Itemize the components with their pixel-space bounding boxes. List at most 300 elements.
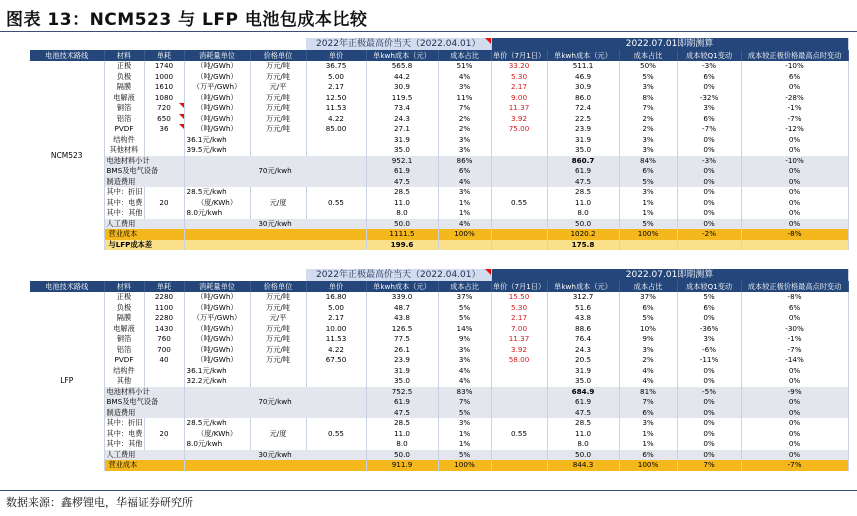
table-cell [491, 208, 547, 219]
table-cell: -1% [741, 334, 848, 345]
table-cell: 1% [619, 198, 677, 209]
table-cell: 11.0 [366, 429, 438, 440]
table-cell: 其他材料 [104, 145, 144, 156]
table-cell: 565.8 [366, 61, 438, 72]
row-note [184, 229, 366, 240]
table-cell: 0% [677, 418, 741, 429]
table-cell: 77.5 [366, 334, 438, 345]
table-cell: 电解液 [104, 324, 144, 335]
table-cell: 2% [619, 114, 677, 125]
table-cell: 3% [619, 187, 677, 198]
table-cell [250, 208, 306, 219]
table-cell: 339.0 [366, 292, 438, 303]
table-cell: 312.7 [547, 292, 619, 303]
table-cell: 4.22 [306, 114, 366, 125]
table-cell: -28% [741, 93, 848, 104]
table-cell: （吨/GWh） [184, 345, 250, 356]
table-cell: 4% [438, 376, 491, 387]
table-cell [306, 208, 366, 219]
table-cell: 2% [438, 114, 491, 125]
table-row [30, 135, 848, 146]
row-note [184, 408, 366, 419]
table-cell: 6% [677, 72, 741, 83]
table-cell: -7% [741, 114, 848, 125]
table-cell: -30% [741, 324, 848, 335]
header-blank [30, 269, 306, 281]
table-cell: 83% [438, 387, 491, 398]
table-cell: 3% [619, 82, 677, 93]
table-cell: 铝箔 [104, 114, 144, 125]
table-cell: 9.00 [491, 93, 547, 104]
period-header-jul: 2022.07.01即期测算 [491, 269, 848, 281]
table-cell: 5% [619, 313, 677, 324]
table-cell: 8% [619, 93, 677, 104]
column-header: 材料 [104, 50, 144, 61]
table-cell: 2% [438, 124, 491, 135]
table-cell: 40 [144, 355, 184, 366]
period-header-row [30, 38, 848, 50]
route-label: LFP [30, 292, 104, 471]
table-row [30, 114, 848, 125]
table-cell: 万元/吨 [250, 303, 306, 314]
table-cell [144, 418, 184, 429]
table-cell: 元/度 [250, 429, 306, 440]
table-cell: （吨/GWh） [184, 124, 250, 135]
table-cell: 24.3 [366, 114, 438, 125]
table-cell: 7% [619, 103, 677, 114]
table-cell: 760 [144, 334, 184, 345]
table-cell: 33.20 [491, 61, 547, 72]
table-cell: 88.6 [547, 324, 619, 335]
column-header: 电池技术路线 [30, 50, 104, 61]
table-cell: 14% [438, 324, 491, 335]
table-cell: 11.0 [547, 198, 619, 209]
table-cell: 其中：折旧 [104, 418, 144, 429]
row-note [184, 156, 366, 167]
table-cell: 720 [144, 103, 184, 114]
column-header: 单价 [306, 50, 366, 61]
table-cell [144, 366, 184, 377]
period-header-jul: 2022.07.01即期测算 [491, 38, 848, 50]
table-cell: 28.5元/kwh [184, 187, 250, 198]
table-cell: 35.0 [547, 145, 619, 156]
table-cell: 10.00 [306, 324, 366, 335]
table-cell: 50.0 [547, 450, 619, 461]
column-header: 成本占比 [438, 50, 491, 61]
table-cell: 61.9 [547, 397, 619, 408]
table-row [30, 61, 848, 72]
table-cell: -1% [741, 103, 848, 114]
table-cell: -7% [741, 345, 848, 356]
table-cell [250, 366, 306, 377]
table-cell: 5.30 [491, 72, 547, 83]
table-cell: 万元/吨 [250, 292, 306, 303]
table-cell: 36.75 [306, 61, 366, 72]
table-cell [306, 439, 366, 450]
table-cell: 28.5 [366, 418, 438, 429]
table-cell [491, 408, 547, 419]
table-cell [491, 439, 547, 450]
table-cell: （万平/GWh） [184, 313, 250, 324]
table-cell: 43.8 [366, 313, 438, 324]
column-header: 单价（7月1日） [492, 50, 546, 60]
table-cell: 0% [677, 135, 741, 146]
table-cell: 8.0元/kwh [184, 208, 250, 219]
route-label: NCM523 [30, 61, 104, 250]
row-note [184, 460, 366, 471]
table-cell: 12.50 [306, 93, 366, 104]
table-cell: 4.22 [306, 345, 366, 356]
row-note [184, 240, 366, 251]
table-cell: 61.9 [547, 166, 619, 177]
table-cell: 4% [438, 366, 491, 377]
table-cell: 10% [619, 324, 677, 335]
table-cell: -12% [741, 124, 848, 135]
table-cell: 11.53 [306, 103, 366, 114]
table-cell: 23.9 [366, 355, 438, 366]
table-cell: （吨/GWh） [184, 324, 250, 335]
column-header: 成本占比 [619, 50, 677, 61]
table-cell: 1% [619, 439, 677, 450]
table-cell: 万元/吨 [250, 103, 306, 114]
table-cell: 0.55 [306, 429, 366, 440]
table-row [30, 103, 848, 114]
row-label: BMS及电气设备 [104, 166, 184, 177]
table-cell: 元/度 [250, 198, 306, 209]
table-row [30, 429, 848, 440]
table-cell: 11.0 [366, 198, 438, 209]
subtotal-row [30, 166, 848, 177]
table-cell [741, 240, 848, 251]
table-cell [144, 145, 184, 156]
table-cell: （吨/GWh） [184, 114, 250, 125]
table-cell: 万元/吨 [250, 61, 306, 72]
table-cell: 2.17 [491, 313, 547, 324]
column-header: 成本较Q1变动 [677, 50, 741, 61]
table-cell: 1020.2 [547, 229, 619, 240]
table-cell: 67.50 [306, 355, 366, 366]
period-header-row [30, 269, 848, 281]
table-cell: 0% [741, 376, 848, 387]
table-cell: 元/平 [250, 82, 306, 93]
table-cell: 4% [438, 72, 491, 83]
table-cell: 30.9 [366, 82, 438, 93]
table-cell: 铜箔 [104, 334, 144, 345]
table-cell: 3% [438, 135, 491, 146]
table-cell: -5% [677, 387, 741, 398]
table-cell: （吨/GWh） [184, 303, 250, 314]
row-label: BMS及电气设备 [104, 397, 184, 408]
table-row [30, 198, 848, 209]
table-cell: 31.9 [366, 366, 438, 377]
table-cell: 61.9 [366, 397, 438, 408]
subtotal-row [30, 450, 848, 461]
row-label: 制造费用 [104, 408, 184, 419]
table-cell: 911.9 [366, 460, 438, 471]
table-cell: 844.3 [547, 460, 619, 471]
table-cell: 3% [619, 145, 677, 156]
table-cell [491, 366, 547, 377]
table-cell: 0% [741, 418, 848, 429]
table-cell: 0% [741, 145, 848, 156]
period-header-q1: 2022年正极最高价当天（2022.04.01） [306, 269, 491, 281]
table-cell: 5.00 [306, 303, 366, 314]
table-row [30, 303, 848, 314]
column-header: 消耗量单位 [184, 281, 250, 292]
table-cell: 11.0 [547, 429, 619, 440]
table-cell: 47.5 [547, 177, 619, 188]
table-cell: （吨/GWh） [184, 61, 250, 72]
table-cell: 75.00 [491, 124, 547, 135]
table-cell: -3% [677, 61, 741, 72]
table-cell: 结构件 [104, 366, 144, 377]
table-cell: 4% [619, 366, 677, 377]
table-cell: 175.8 [547, 240, 619, 251]
table-cell: 6% [741, 72, 848, 83]
table-cell: 28.5 [366, 187, 438, 198]
table-cell: 37% [438, 292, 491, 303]
table-cell: 28.5元/kwh [184, 418, 250, 429]
table-cell: 3% [438, 145, 491, 156]
table-cell: 47.5 [366, 177, 438, 188]
table-cell: 0.55 [306, 198, 366, 209]
row-label: 电池材料小计 [104, 156, 184, 167]
figure-title: 图表 13：NCM523 与 LFP 电池包成本比较 [6, 10, 368, 30]
table-cell: 0% [741, 177, 848, 188]
column-header: 单价 [306, 281, 366, 292]
total-row [30, 229, 848, 240]
table-cell: 100% [619, 460, 677, 471]
table-cell [250, 376, 306, 387]
table-cell: 5% [438, 313, 491, 324]
table-cell: 0% [741, 408, 848, 419]
table-cell: 26.1 [366, 345, 438, 356]
table-cell: 1430 [144, 324, 184, 335]
table-cell: -2% [677, 229, 741, 240]
table-cell [491, 166, 547, 177]
table-cell: 6% [438, 166, 491, 177]
table-cell: 36.1元/kwh [184, 135, 250, 146]
table-cell: 5% [619, 177, 677, 188]
table-cell: 其他 [104, 376, 144, 387]
table-cell: 负极 [104, 303, 144, 314]
table-cell [491, 397, 547, 408]
table-cell: 其中：电费 [104, 198, 144, 209]
table-cell: 0% [741, 198, 848, 209]
table-cell: 22.5 [547, 114, 619, 125]
table-cell: 0% [741, 439, 848, 450]
table-cell: -32% [677, 93, 741, 104]
table-cell: -8% [741, 229, 848, 240]
column-header: 材料 [104, 281, 144, 292]
table-cell: 6% [677, 114, 741, 125]
table-cell: 86.0 [547, 93, 619, 104]
table-cell: 39.5元/kwh [184, 145, 250, 156]
table-cell: 6% [619, 408, 677, 419]
table-cell: 27.1 [366, 124, 438, 135]
table-cell: 3% [438, 187, 491, 198]
table-cell: 万元/吨 [250, 124, 306, 135]
table-cell [306, 418, 366, 429]
table-row [30, 376, 848, 387]
table-cell: 7.00 [491, 324, 547, 335]
table-cell: 5% [619, 219, 677, 230]
table-cell: 0% [741, 208, 848, 219]
table-cell [491, 156, 547, 167]
table-cell: -7% [741, 460, 848, 471]
table-cell: 万元/吨 [250, 334, 306, 345]
table-cell: 85.00 [306, 124, 366, 135]
table-cell: 3% [438, 418, 491, 429]
table-cell: -14% [741, 355, 848, 366]
table-cell: 6% [619, 166, 677, 177]
table-cell [677, 240, 741, 251]
table-cell: -6% [677, 345, 741, 356]
table-cell [250, 418, 306, 429]
table-cell: 0% [677, 397, 741, 408]
table-row [30, 324, 848, 335]
table-cell: 0% [677, 145, 741, 156]
table-cell: 5% [619, 72, 677, 83]
table-cell: 0% [741, 397, 848, 408]
table-cell: （吨/GWh） [184, 72, 250, 83]
table-cell: 860.7 [547, 156, 619, 167]
table-row [30, 439, 848, 450]
table-row [30, 82, 848, 93]
table-cell: 5% [438, 408, 491, 419]
ncm523-cost-table [30, 38, 849, 250]
row-label: 电池材料小计 [104, 387, 184, 398]
table-cell: 76.4 [547, 334, 619, 345]
table-cell: 4% [619, 376, 677, 387]
subtotal-row [30, 156, 848, 167]
table-cell [491, 387, 547, 398]
column-header: 电池技术路线 [30, 281, 104, 292]
table-cell: 其中：其他 [104, 208, 144, 219]
table-cell: 4% [438, 219, 491, 230]
table-cell: 8.0 [547, 208, 619, 219]
table-row [30, 93, 848, 104]
table-cell [250, 145, 306, 156]
table-cell: 1100 [144, 303, 184, 314]
table-row [30, 124, 848, 135]
table-cell: 50.0 [547, 219, 619, 230]
total-row [30, 460, 848, 471]
table-cell: 35.0 [547, 376, 619, 387]
table-cell: 3.92 [491, 114, 547, 125]
table-cell: 隔膜 [104, 82, 144, 93]
table-cell: 11.37 [491, 103, 547, 114]
table-cell: 50% [619, 61, 677, 72]
table-cell: 3% [438, 345, 491, 356]
table-row [30, 292, 848, 303]
table-cell: 万元/吨 [250, 93, 306, 104]
table-cell: （度/KWh） [184, 198, 250, 209]
table-cell: （吨/GWh） [184, 292, 250, 303]
table-cell: 0% [741, 429, 848, 440]
table-cell [144, 187, 184, 198]
table-cell: 100% [619, 229, 677, 240]
table-cell: 7% [438, 397, 491, 408]
table-cell [491, 450, 547, 461]
row-label: 营业成本 [104, 460, 184, 471]
column-header: 单耗 [144, 50, 184, 61]
table-cell: 11% [438, 93, 491, 104]
table-cell: 3% [619, 345, 677, 356]
row-note: 70元/kwh [184, 166, 366, 177]
table-cell: 万元/吨 [250, 345, 306, 356]
table-cell: 其中：其他 [104, 439, 144, 450]
table-cell: 0% [677, 408, 741, 419]
table-cell: 2.17 [306, 82, 366, 93]
table-cell: 1% [438, 439, 491, 450]
table-cell: 700 [144, 345, 184, 356]
table-cell: 隔膜 [104, 313, 144, 324]
table-cell [250, 135, 306, 146]
row-label: 与LFP成本差 [104, 240, 184, 251]
table-cell: 2280 [144, 313, 184, 324]
table-cell: 6% [619, 303, 677, 314]
table-cell: 28.5 [547, 187, 619, 198]
table-cell: 31.9 [547, 135, 619, 146]
table-cell: （吨/GWh） [184, 103, 250, 114]
table-cell: 1% [619, 429, 677, 440]
table-cell: 5% [438, 303, 491, 314]
table-cell [491, 135, 547, 146]
row-label: 人工费用 [104, 219, 184, 230]
table-cell: 0% [677, 429, 741, 440]
table-cell: 30.9 [547, 82, 619, 93]
table-cell: 0% [677, 313, 741, 324]
table-cell: 5.00 [306, 72, 366, 83]
table-cell [306, 145, 366, 156]
table-cell: 37% [619, 292, 677, 303]
table-cell: 1080 [144, 93, 184, 104]
column-header: 单kwh成本（元） [366, 50, 438, 61]
table-cell: 3.92 [491, 345, 547, 356]
table-cell: 0% [741, 450, 848, 461]
column-header: 成本占比 [619, 281, 677, 292]
column-header: 成本较正极价格最高点时变动 [741, 281, 848, 292]
table-cell: 15.50 [491, 292, 547, 303]
table-cell: 36.1元/kwh [184, 366, 250, 377]
table-cell: 铝箔 [104, 345, 144, 356]
column-header: 价格单位 [250, 50, 306, 61]
column-header: 单价（7月1日） [492, 281, 546, 291]
table-row [30, 334, 848, 345]
table-cell: 1% [438, 198, 491, 209]
table-cell [491, 460, 547, 471]
table-cell: 0% [741, 187, 848, 198]
table-cell: 100% [438, 460, 491, 471]
table-cell: 8.0 [366, 208, 438, 219]
table-cell: 1000 [144, 72, 184, 83]
table-cell [250, 187, 306, 198]
table-cell [306, 187, 366, 198]
table-cell: 952.1 [366, 156, 438, 167]
table-cell [491, 187, 547, 198]
table-cell: （吨/GWh） [184, 355, 250, 366]
table-row [30, 187, 848, 198]
table-cell: 58.00 [491, 355, 547, 366]
table-cell: 0% [677, 177, 741, 188]
table-cell: 119.5 [366, 93, 438, 104]
table-cell: 684.9 [547, 387, 619, 398]
row-label: 人工费用 [104, 450, 184, 461]
table-cell: 31.9 [547, 366, 619, 377]
table-row [30, 345, 848, 356]
table-cell: 0% [677, 450, 741, 461]
